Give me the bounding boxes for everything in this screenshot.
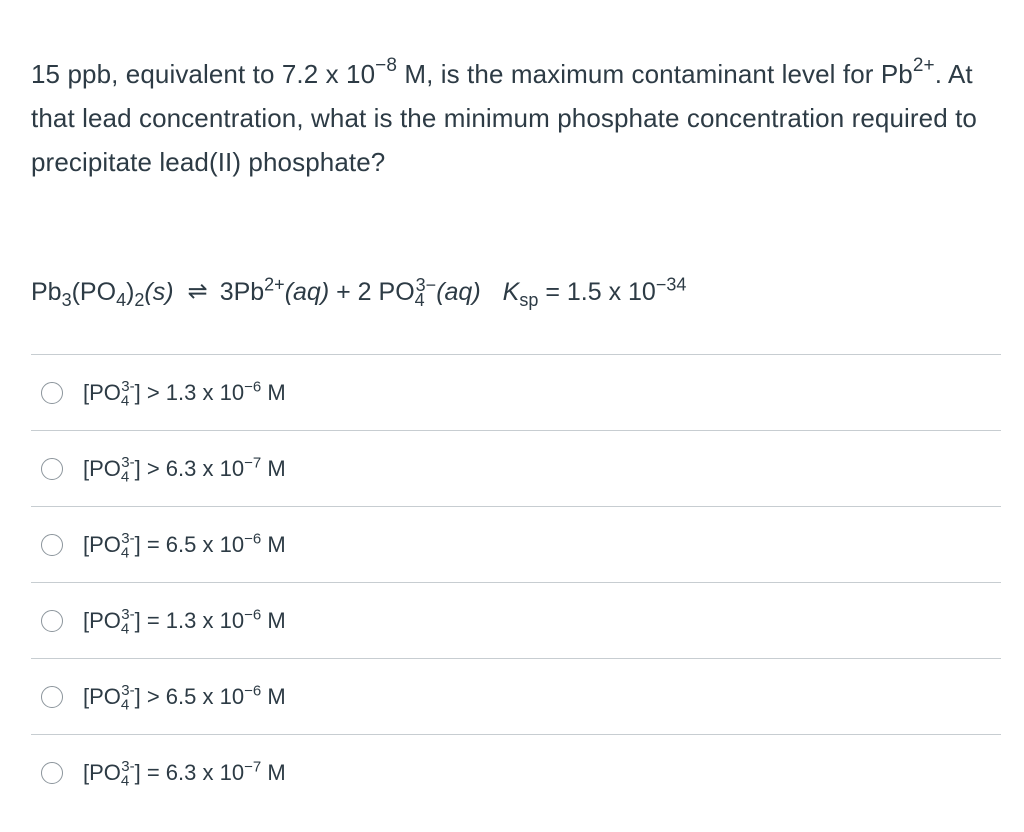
question-exponent: −8	[375, 55, 398, 77]
eq-rhs1-state: (aq)	[284, 278, 330, 306]
answer-label	[83, 606, 286, 637]
answer-list	[31, 354, 1001, 810]
answer-mantissa: 6.3	[165, 759, 197, 785]
answer-unit: M	[261, 379, 286, 405]
answer-mantissa: 1.3	[165, 379, 197, 405]
answer-sub: 4	[120, 619, 130, 637]
answer-open: [PO	[83, 759, 121, 785]
answer-unit: M	[261, 759, 286, 785]
eq-plus: +	[329, 278, 358, 306]
answer-charge: 3-	[121, 454, 135, 472]
answer-charge: 3-	[121, 682, 135, 700]
answer-relation: >	[140, 683, 166, 709]
question-charge: 2+	[912, 55, 935, 77]
answer-sub: 4	[120, 695, 130, 713]
answer-label	[83, 758, 286, 789]
answer-option[interactable]	[31, 658, 1001, 734]
answer-open: [PO	[83, 531, 121, 557]
answer-times: x 10	[196, 683, 245, 709]
question-part3: . At that lead concentration, what is the minimum phosphate concentration required to precipitate lead(II) phosphate?	[31, 59, 977, 177]
answer-exponent: −7	[244, 758, 262, 776]
answer-relation: =	[140, 607, 166, 633]
answer-close: ]	[134, 607, 141, 633]
answer-open: [PO	[83, 607, 121, 633]
answer-exponent: −7	[244, 454, 262, 472]
question-part1: 15 ppb, equivalent to 7.2 x 10	[31, 59, 376, 89]
answer-charge: 3-	[121, 758, 135, 776]
answer-times: x 10	[196, 759, 245, 785]
answer-close: ]	[134, 379, 141, 405]
answer-unit: M	[261, 531, 286, 557]
answer-sub: 4	[120, 391, 130, 409]
answer-sub: 4	[120, 467, 130, 485]
answer-unit: M	[261, 683, 286, 709]
answer-close: ]	[134, 531, 141, 557]
answer-charge: 3-	[121, 606, 135, 624]
ksp-exponent: −34	[655, 274, 687, 295]
answer-close: ]	[134, 759, 141, 785]
answer-option[interactable]	[31, 582, 1001, 658]
answer-times: x 10	[196, 379, 245, 405]
answer-charge: 3-	[121, 378, 135, 396]
equilibrium-equation	[31, 272, 686, 313]
eq-lhs-po: (PO	[71, 278, 117, 306]
answer-open: [PO	[83, 379, 121, 405]
answer-label	[83, 454, 286, 485]
radio-button[interactable]	[41, 610, 63, 632]
eq-rhs1: 3Pb	[219, 278, 265, 306]
answer-sub: 4	[120, 543, 130, 561]
answer-option[interactable]	[31, 354, 1001, 430]
eq-rhs1-charge: 2+	[264, 274, 285, 295]
answer-unit: M	[261, 455, 286, 481]
answer-relation: =	[140, 759, 166, 785]
eq-lhs-paren: )	[126, 278, 135, 306]
answer-relation: >	[140, 455, 166, 481]
answer-open: [PO	[83, 683, 121, 709]
answer-mantissa: 6.5	[165, 683, 197, 709]
question-text	[31, 52, 991, 184]
eq-rhs2-sub: 4	[414, 290, 425, 310]
radio-button[interactable]	[41, 458, 63, 480]
answer-mantissa: 6.5	[165, 531, 197, 557]
answer-times: x 10	[196, 607, 245, 633]
answer-unit: M	[261, 607, 286, 633]
radio-button[interactable]	[41, 762, 63, 784]
eq-lhs-sub1: 3	[61, 290, 72, 310]
ksp-k: K	[502, 278, 520, 306]
eq-rhs2-charge: 3−	[415, 274, 437, 295]
answer-label	[83, 378, 286, 409]
answer-exponent: −6	[244, 530, 262, 548]
answer-label	[83, 682, 286, 713]
answer-exponent: −6	[244, 682, 262, 700]
eq-lhs-state: (s)	[144, 278, 174, 306]
answer-exponent: −6	[244, 378, 262, 396]
answer-mantissa: 6.3	[165, 455, 197, 481]
eq-rhs2-state: (aq)	[436, 278, 481, 306]
ksp-expression	[502, 274, 687, 310]
ksp-value: = 1.5 x 10	[538, 278, 656, 306]
eq-rhs2: 2 PO	[357, 278, 415, 306]
question-part2: M, is the maximum contaminant level for Pb	[397, 59, 913, 89]
answer-option[interactable]	[31, 506, 1001, 582]
answer-close: ]	[134, 455, 141, 481]
radio-button[interactable]	[41, 534, 63, 556]
answer-option[interactable]	[31, 430, 1001, 506]
answer-relation: >	[140, 379, 166, 405]
answer-open: [PO	[83, 455, 121, 481]
radio-button[interactable]	[41, 686, 63, 708]
eq-lhs-pb: Pb	[31, 278, 62, 306]
answer-times: x 10	[196, 531, 245, 557]
answer-mantissa: 1.3	[165, 607, 197, 633]
answer-close: ]	[134, 683, 141, 709]
answer-option[interactable]	[31, 734, 1001, 810]
equilibrium-arrow-icon: ⇌	[187, 278, 208, 305]
ksp-sub: sp	[519, 290, 539, 310]
eq-lhs-sub3: 2	[134, 290, 145, 310]
radio-button[interactable]	[41, 382, 63, 404]
eq-lhs-sub2: 4	[116, 290, 127, 310]
answer-sub: 4	[120, 771, 130, 789]
answer-charge: 3-	[121, 530, 135, 548]
answer-exponent: −6	[244, 606, 262, 624]
answer-relation: =	[140, 531, 166, 557]
answer-times: x 10	[196, 455, 245, 481]
answer-label	[83, 530, 286, 561]
